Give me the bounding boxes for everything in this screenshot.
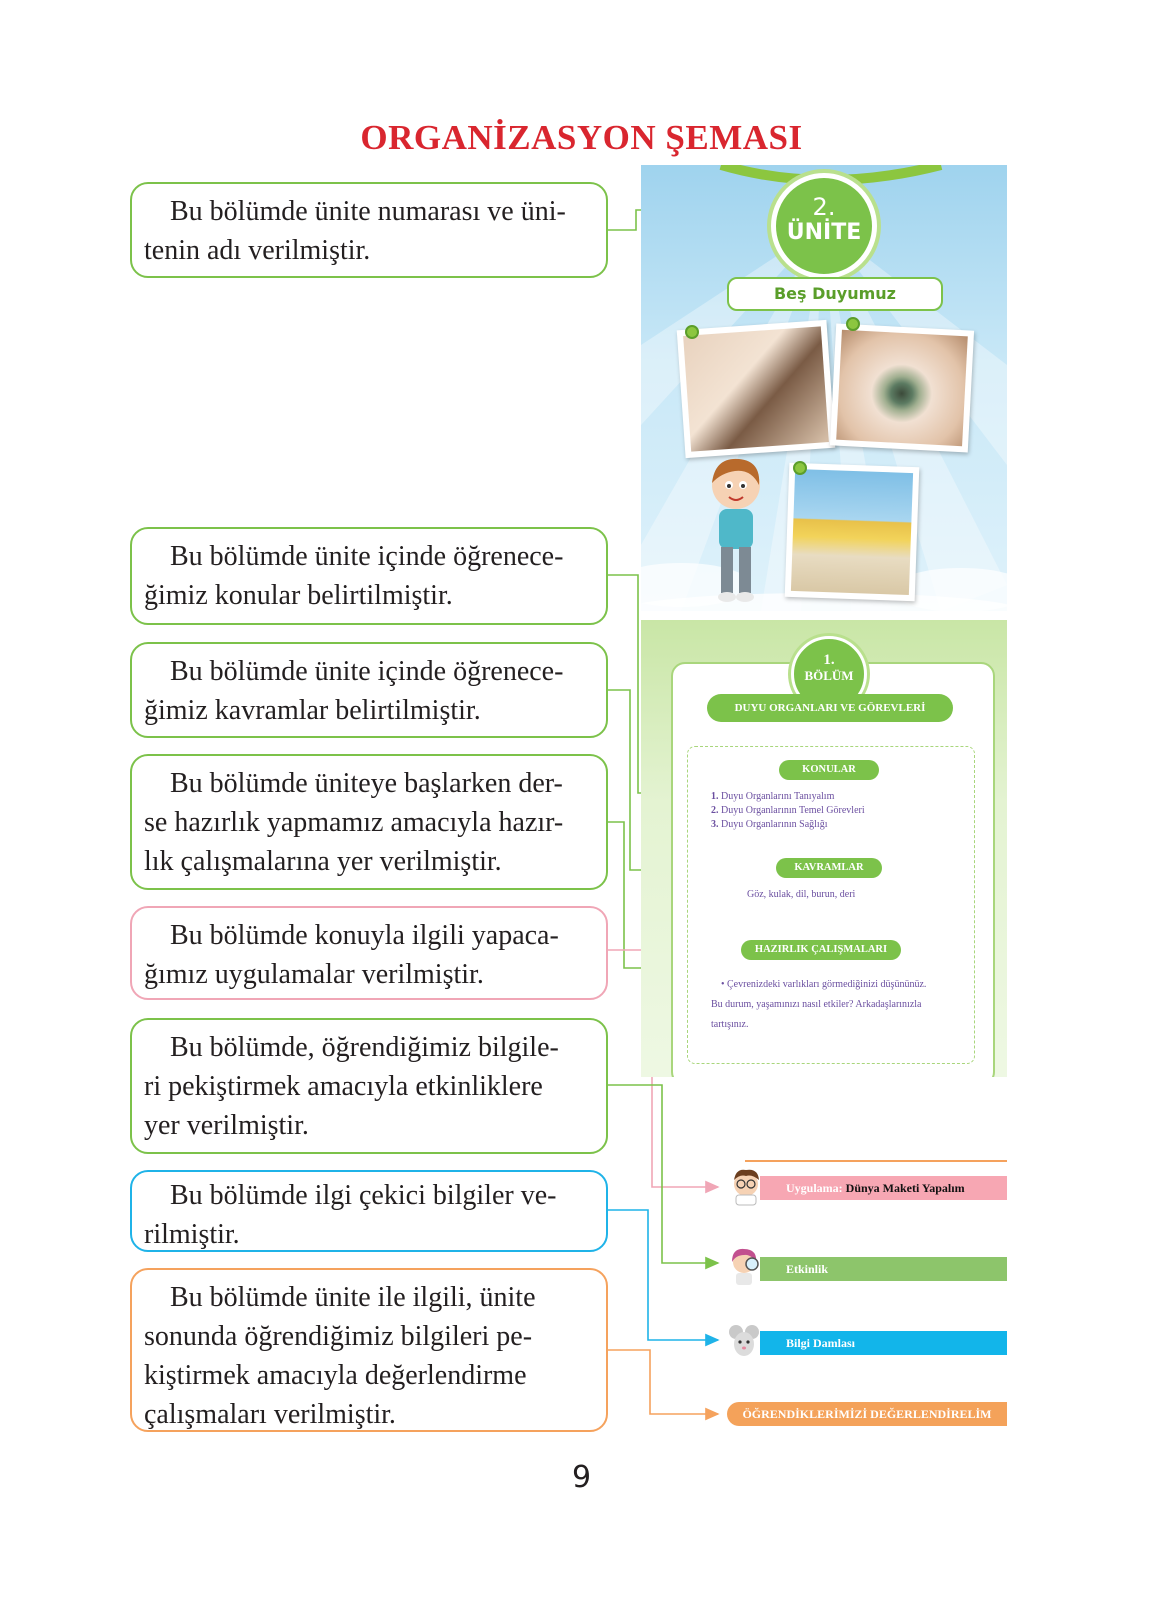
box-line: ğimiz kavramlar belirtilmiştir. [144,695,481,726]
konu-num: 1. [711,791,719,802]
box-line: kiştirmek amacıyla değerlendirme [144,1360,527,1391]
konu-item [711,818,827,831]
photo-beach [785,463,920,601]
box-line: ğımız uygulamalar verilmiştir. [144,959,484,990]
konu-text: Duyu Organlarını Tanıyalım [721,791,835,802]
box-kavramlar-info [130,642,608,738]
connector-degerlendirme [608,1350,718,1414]
unit-number-badge [771,173,877,279]
page-title: ORGANİZASYON ŞEMASI [360,118,803,157]
degerlendirme-bar: ÖĞRENDİKLERİMİZİ DEĞERLENDİRELİM [727,1402,1007,1426]
box-line: Bu bölümde ilgi çekici bilgiler ve- [170,1180,557,1211]
girl-magnifier-icon [726,1246,766,1286]
box-line: Bu bölümde konuyla ilgili yapaca- [170,920,559,951]
box-line: se hazırlık yapmamız amacıyla hazır- [144,807,564,838]
konu-num: 3. [711,819,719,830]
page-number: 9 [571,1460,592,1495]
konu-item [711,790,834,803]
box-line: Bu bölümde ünite ile ilgili, ünite [170,1282,536,1313]
connector-etkinlik [608,1085,718,1263]
section-page-preview [641,620,1007,1077]
mouse-icon [724,1322,764,1362]
box-line: çalışmaları verilmiştir. [144,1399,396,1430]
box-degerlendirme-info [130,1268,608,1432]
unit-name-label: Beş Duyumuz [727,277,943,311]
box-line: yer verilmiştir. [144,1110,309,1141]
box-line: lık çalışmalarına yer verilmiştir. [144,846,502,877]
hazirlik-line: Bu durum, yaşamınızı nasıl etkiler? Arkadaşlarınızla [711,999,922,1010]
box-line: Bu bölümde ünite numarası ve üni- [170,196,566,227]
konular-tag: KONULAR [779,760,879,780]
box-line: rilmiştir. [144,1219,240,1250]
pin-icon [793,461,807,475]
photo-ear-exam [677,320,836,458]
box-line: Bu bölümde ünite içinde öğrenece- [170,656,564,687]
konu-num: 2. [711,805,719,816]
uygulama-title: Dünya Maketi Yapalım [845,1181,965,1195]
kavramlar-text: Göz, kulak, dil, burun, deri [747,889,856,900]
box-line: sonunda öğrendiğimiz bilgileri pe- [144,1321,533,1352]
box-line: Bu bölümde ünite içinde öğrenece- [170,541,564,572]
section-name-label: DUYU ORGANLARI VE GÖREVLERİ [707,694,953,722]
konu-text: Duyu Organlarının Temel Görevleri [721,805,865,816]
pin-icon [846,317,860,331]
box-hazirlik-info [130,754,608,890]
uygulama-prefix: Uygulama: [786,1181,843,1195]
photo-eye [830,323,974,452]
etkinlik-bar: Etkinlik [760,1257,1007,1281]
kavramlar-tag: KAVRAMLAR [776,858,882,878]
box-unit-info [130,182,608,278]
box-konular-info [130,527,608,625]
unit-cover-preview [641,165,1007,611]
hazirlik-line: • Çevrenizdeki varlıkları görmediğinizi düşününüz. [721,979,927,990]
bilgi-bar: Bilgi Damlası [760,1331,1007,1355]
child-character-icon [691,455,781,605]
box-bilgi-info [130,1170,608,1252]
box-line: tenin adı verilmiştir. [144,235,371,266]
section-number: 1. [823,652,835,668]
box-line: Bu bölümde üniteye başlarken der- [170,768,563,799]
scientist-icon [726,1166,766,1206]
konu-item [711,804,865,817]
box-uygulama-info [130,906,608,1000]
box-line: Bu bölümde, öğrendiğimiz bilgile- [170,1032,559,1063]
connector-bilgi [608,1210,718,1340]
box-line: ğimiz konular belirtilmiştir. [144,580,453,611]
uygulama-bar [760,1176,1007,1200]
box-line: ri pekiştirmek amacıyla etkinliklere [144,1071,543,1102]
unit-number: 2. [812,193,836,221]
banner-top-line [745,1160,1007,1162]
box-etkinlik-info [130,1018,608,1154]
konu-text: Duyu Organlarının Sağlığı [721,819,828,830]
section-word: BÖLÜM [804,668,854,683]
hazirlik-tag: HAZIRLIK ÇALIŞMALARI [741,940,901,960]
pin-icon [685,325,699,339]
hazirlik-line: tartışınız. [711,1019,749,1030]
unit-word: ÜNİTE [786,220,862,245]
